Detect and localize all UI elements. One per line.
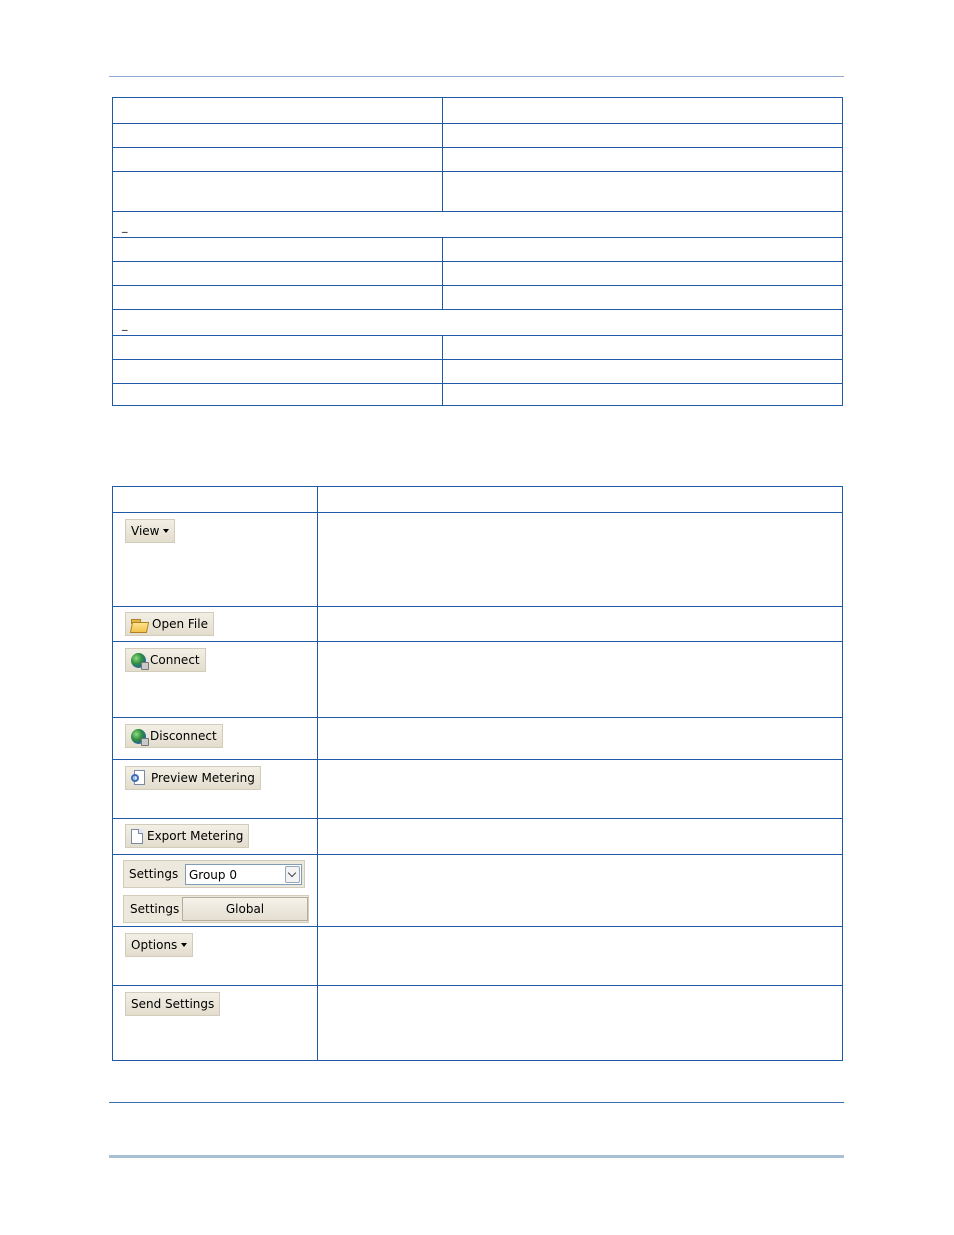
chevron-down-icon[interactable] xyxy=(285,866,300,883)
settings-table xyxy=(112,97,843,406)
global-button[interactable]: Global xyxy=(182,897,308,921)
send-settings-label: Send Settings xyxy=(131,997,215,1011)
disconnect-label: Disconnect xyxy=(150,729,217,743)
table-row xyxy=(113,360,843,384)
settings-group-value: Group 0 xyxy=(189,868,237,882)
table-row xyxy=(113,98,843,124)
open-file-button[interactable] xyxy=(125,612,214,636)
table-row xyxy=(113,927,843,986)
caret-down-icon xyxy=(163,529,169,533)
section-mark: _ xyxy=(113,212,843,238)
description-cell xyxy=(318,986,843,1061)
section-mark: _ xyxy=(113,310,843,336)
section-row xyxy=(113,212,843,238)
connect-label: Connect xyxy=(150,653,200,667)
table-row xyxy=(113,172,843,212)
description-cell xyxy=(318,607,843,642)
settings-global-label: Settings xyxy=(130,902,180,916)
footer-rule xyxy=(109,1102,844,1103)
open-file-label: Open File xyxy=(152,617,208,631)
settings-group-selector xyxy=(123,860,305,888)
table-row xyxy=(113,286,843,310)
view-button-label: View xyxy=(131,524,160,538)
page-bottom-rule xyxy=(109,1155,844,1158)
table-header-row xyxy=(113,487,843,513)
description-cell xyxy=(318,513,843,607)
settings-group-dropdown[interactable] xyxy=(185,864,302,885)
view-button[interactable] xyxy=(125,519,175,543)
folder-icon xyxy=(131,618,148,631)
table-row xyxy=(113,513,843,607)
settings-label: Settings xyxy=(129,867,179,881)
table-row xyxy=(113,384,843,406)
table-row xyxy=(113,986,843,1061)
description-cell xyxy=(318,819,843,855)
table-row xyxy=(113,148,843,172)
globe-connect-icon xyxy=(131,653,146,668)
table-row xyxy=(113,238,843,262)
table-row xyxy=(113,336,843,360)
table-row xyxy=(113,855,843,927)
table-row xyxy=(113,124,843,148)
connect-button[interactable] xyxy=(125,648,206,672)
table-row xyxy=(113,819,843,855)
description-cell xyxy=(318,927,843,986)
table-row xyxy=(113,262,843,286)
export-metering-label: Export Metering xyxy=(147,829,244,843)
options-button[interactable] xyxy=(125,933,193,957)
preview-metering-label: Preview Metering xyxy=(151,771,255,785)
globe-disconnect-icon xyxy=(131,729,146,744)
send-settings-button[interactable] xyxy=(125,992,220,1016)
description-cell xyxy=(318,760,843,819)
export-metering-button[interactable] xyxy=(125,824,249,848)
description-cell xyxy=(318,718,843,760)
caret-down-icon xyxy=(181,943,187,947)
description-cell xyxy=(318,855,843,927)
table-row xyxy=(113,760,843,819)
magnifier-document-icon xyxy=(131,770,147,786)
table-row xyxy=(113,607,843,642)
table-row xyxy=(113,718,843,760)
preview-metering-button[interactable] xyxy=(125,766,261,790)
toolbar-buttons-table xyxy=(112,486,843,1061)
section-row xyxy=(113,310,843,336)
header-rule xyxy=(109,76,844,77)
description-cell xyxy=(318,642,843,718)
disconnect-button[interactable] xyxy=(125,724,223,748)
table-row xyxy=(113,642,843,718)
document-icon xyxy=(131,829,143,844)
options-label: Options xyxy=(131,938,178,952)
settings-global-selector xyxy=(123,895,309,923)
